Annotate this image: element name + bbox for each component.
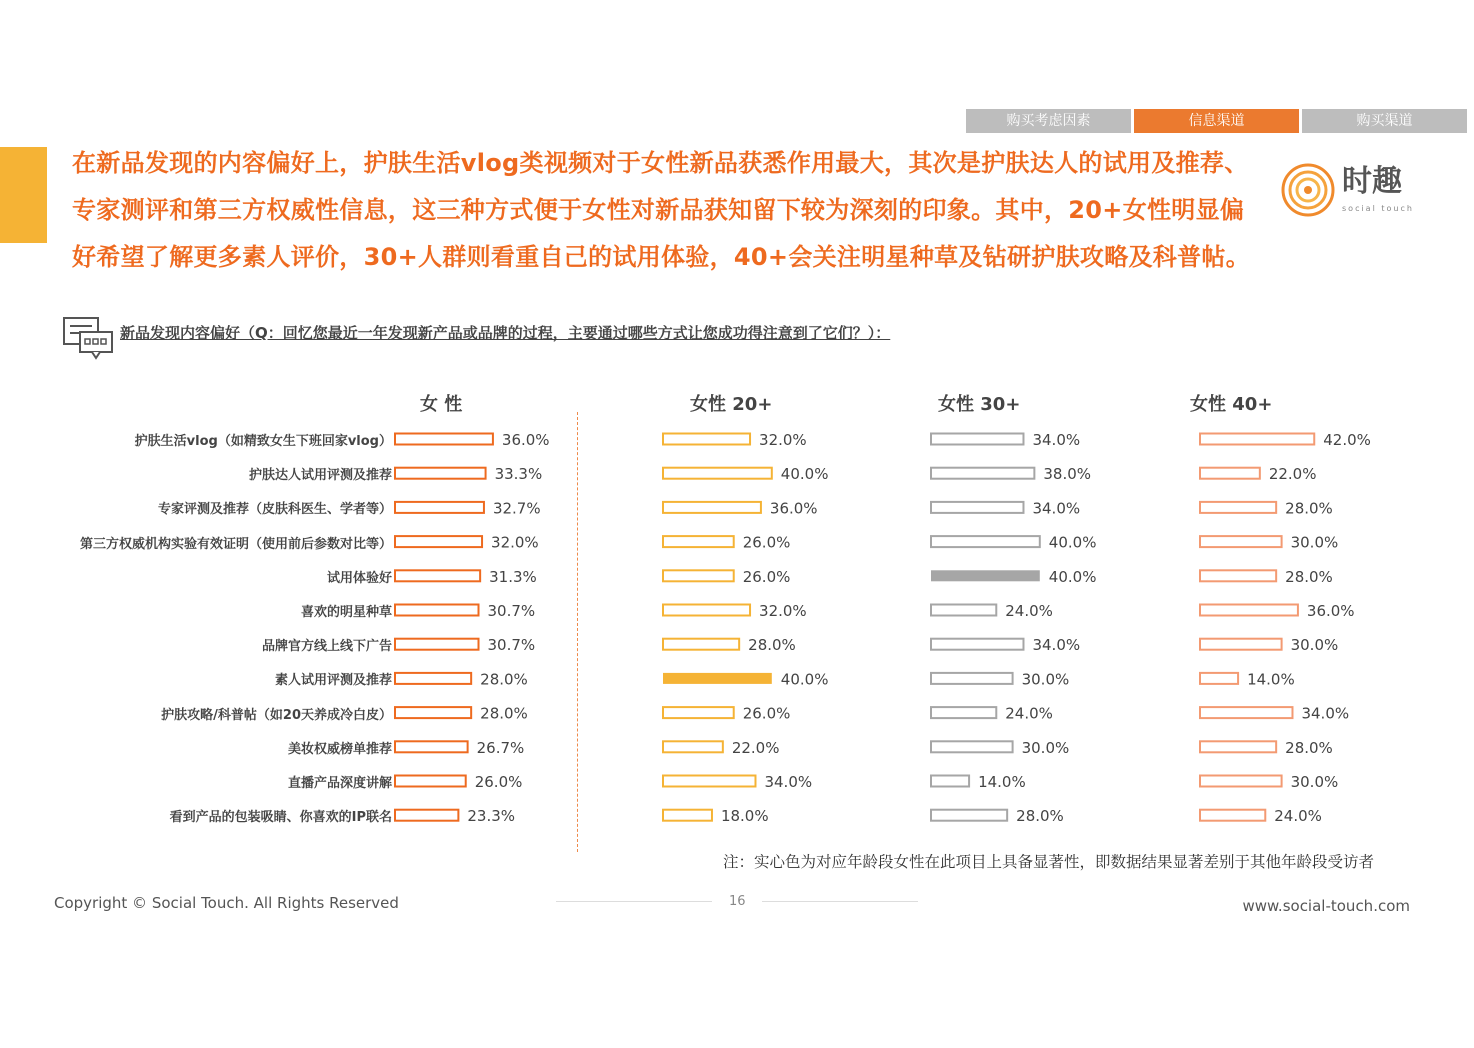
footer-copyright: Copyright © Social Touch. All Rights Reserved	[54, 894, 399, 912]
bar-value-label: 34.0%	[1032, 431, 1081, 449]
logo-subtext: social touch	[1342, 204, 1414, 213]
footer-website[interactable]: www.social-touch.com	[1242, 897, 1410, 915]
page-line-right	[762, 901, 918, 902]
bar-2-8	[663, 673, 772, 684]
logo-name: 时趣	[1342, 164, 1402, 199]
bar-value-label: 28.0%	[1285, 567, 1333, 586]
bar-2-6	[663, 605, 750, 616]
bar-value-label: 14.0%	[978, 773, 1026, 791]
category-label: 试用体验好	[326, 570, 392, 586]
bar-value-label: 28.0%	[480, 670, 528, 689]
bar-2-11	[663, 776, 755, 787]
bar-3-8	[931, 673, 1013, 684]
bar-4-12	[1200, 810, 1265, 821]
panel-title-female-40: 女性 40+	[1190, 394, 1273, 415]
bar-value-label: 32.7%	[492, 499, 541, 518]
bar-value-label: 31.3%	[489, 567, 537, 586]
page-line-left	[556, 901, 712, 902]
bar-4-8	[1200, 673, 1238, 684]
panel-title-female-30: 女性 30+	[938, 394, 1021, 415]
bar-1-9	[395, 707, 471, 718]
bar-value-label: 33.3%	[494, 465, 543, 484]
bar-1-8	[395, 673, 471, 684]
bar-1-7	[395, 639, 479, 650]
bar-value-label: 30.0%	[1290, 533, 1339, 552]
bar-2-9	[663, 707, 734, 718]
bar-4-4	[1200, 536, 1282, 547]
bar-value-label: 28.0%	[1016, 807, 1064, 826]
category-label: 护肤达人试用评测及推荐	[248, 468, 392, 484]
bar-value-label: 26.0%	[742, 567, 791, 586]
category-label: 第三方权威机构实验有效证明（使用前后参数对比等）	[79, 536, 392, 552]
bar-value-label: 30.7%	[487, 636, 536, 655]
bar-4-6	[1200, 605, 1298, 616]
bar-2-3	[663, 502, 761, 513]
bar-value-label: 24.0%	[1274, 807, 1322, 826]
bar-2-2	[663, 468, 772, 479]
bar-value-label: 28.0%	[748, 636, 796, 655]
bar-4-10	[1200, 741, 1276, 752]
bar-value-label: 34.0%	[764, 773, 813, 791]
category-label: 直播产品深度讲解	[287, 776, 392, 791]
bar-value-label: 40.0%	[1048, 567, 1097, 586]
bar-1-10	[395, 741, 468, 752]
bar-2-1	[663, 434, 750, 445]
bar-value-label: 34.0%	[1032, 499, 1081, 518]
bar-value-label: 28.0%	[480, 704, 528, 723]
bar-value-label: 30.0%	[1021, 670, 1070, 689]
tab-purchase-factors[interactable]: 购买考虑因素	[966, 109, 1131, 133]
bar-value-label: 32.0%	[759, 602, 807, 620]
bar-value-label: 30.0%	[1021, 738, 1070, 757]
bar-value-label: 22.0%	[731, 738, 780, 757]
tab-info-channels[interactable]: 信息渠道	[1134, 109, 1299, 133]
category-label: 喜欢的明星种草	[300, 605, 392, 620]
bar-value-label: 26.0%	[742, 533, 791, 552]
tab-purchase-channels[interactable]: 购买渠道	[1302, 109, 1467, 133]
bar-value-label: 40.0%	[1048, 533, 1097, 552]
bar-1-12	[395, 810, 458, 821]
question-text: 新品发现内容偏好（Q：回忆您最近一年发现新产品或品牌的过程，主要通过哪些方式让您成功得注意到了它们？）：	[120, 324, 891, 342]
bar-value-label: 40.0%	[780, 670, 829, 689]
bar-value-label: 26.0%	[742, 704, 791, 723]
bar-3-5	[931, 570, 1040, 581]
bar-4-7	[1200, 639, 1282, 650]
bar-1-2	[395, 468, 486, 479]
bar-value-label: 24.0%	[1005, 704, 1053, 723]
bar-4-3	[1200, 502, 1276, 513]
bar-value-label: 34.0%	[1032, 636, 1081, 655]
bar-1-4	[395, 536, 482, 547]
bar-3-12	[931, 810, 1007, 821]
bar-3-10	[931, 741, 1013, 752]
bar-value-label: 32.0%	[491, 533, 539, 552]
bar-4-9	[1200, 707, 1292, 718]
bar-value-label: 32.0%	[759, 431, 807, 449]
bar-value-label: 18.0%	[720, 807, 769, 826]
bar-2-7	[663, 639, 739, 650]
bar-3-7	[931, 639, 1023, 650]
bar-3-11	[931, 776, 969, 787]
category-label: 看到产品的包装吸睛、你喜欢的IP联名	[169, 810, 392, 826]
bar-1-3	[395, 502, 484, 513]
bar-value-label: 42.0%	[1323, 431, 1371, 449]
bar-2-5	[663, 570, 734, 581]
bar-value-label: 34.0%	[1301, 704, 1350, 723]
bar-value-label: 24.0%	[1005, 602, 1053, 620]
bar-value-label: 26.7%	[476, 738, 525, 757]
panel-title-female-20: 女性 20+	[690, 394, 773, 415]
bar-value-label: 23.3%	[467, 807, 516, 826]
bar-value-label: 36.0%	[501, 431, 550, 449]
bar-4-1	[1200, 434, 1314, 445]
bar-4-5	[1200, 570, 1276, 581]
category-label: 品牌官方线上线下广告	[261, 639, 392, 655]
bar-3-6	[931, 605, 996, 616]
category-label: 专家评测及推荐（皮肤科医生、学者等）	[157, 502, 392, 518]
bar-1-5	[395, 570, 480, 581]
bar-value-label: 22.0%	[1268, 465, 1317, 484]
bar-value-label: 36.0%	[769, 499, 818, 518]
category-label: 护肤攻略/科普帖（如20天养成冷白皮）	[161, 707, 392, 723]
bar-value-label: 30.7%	[487, 602, 536, 620]
bar-2-12	[663, 810, 712, 821]
category-label: 护肤生活vlog（如精致女生下班回家vlog）	[134, 434, 392, 449]
bar-2-4	[663, 536, 734, 547]
bar-3-9	[931, 707, 996, 718]
bar-value-label: 36.0%	[1306, 602, 1355, 620]
bar-value-label: 28.0%	[1285, 499, 1333, 518]
bar-value-label: 30.0%	[1290, 773, 1339, 791]
chart-note: 注：实心色为对应年龄段女性在此项目上具备显著性，即数据结果显著差别于其他年龄段受访者	[723, 853, 1375, 871]
bar-value-label: 14.0%	[1247, 670, 1295, 689]
bar-value-label: 38.0%	[1043, 465, 1092, 484]
category-label: 美妆权威榜单推荐	[287, 741, 392, 757]
bar-value-label: 28.0%	[1285, 738, 1333, 757]
bar-4-11	[1200, 776, 1282, 787]
bar-2-10	[663, 741, 723, 752]
bar-4-2	[1200, 468, 1260, 479]
bar-1-11	[395, 776, 466, 787]
bar-3-2	[931, 468, 1034, 479]
panel-title-female: 女 性	[420, 394, 463, 415]
bar-value-label: 30.0%	[1290, 636, 1339, 655]
bar-3-3	[931, 502, 1023, 513]
category-label: 素人试用评测及推荐	[274, 673, 392, 689]
page-number: 16	[729, 894, 746, 909]
bar-value-label: 40.0%	[780, 465, 829, 484]
headline: 在新品发现的内容偏好上，护肤生活vlog类视频对于女性新品获悉作用最大，其次是护肤达人的试用及推荐、专家测评和第三方权威性信息，这三种方式便于女性对新品获知留下较为深刻的印象。其中，20+女性明显偏好希望了解更多素人评价，30+人群则看重自己的试用体验，40+会关注明星种草及钻研护肤攻略及科普帖。	[72, 149, 1251, 271]
bar-1-1	[395, 434, 493, 445]
bar-value-label: 26.0%	[474, 773, 523, 791]
bar-1-6	[395, 605, 479, 616]
bar-3-1	[931, 434, 1023, 445]
bar-3-4	[931, 536, 1040, 547]
